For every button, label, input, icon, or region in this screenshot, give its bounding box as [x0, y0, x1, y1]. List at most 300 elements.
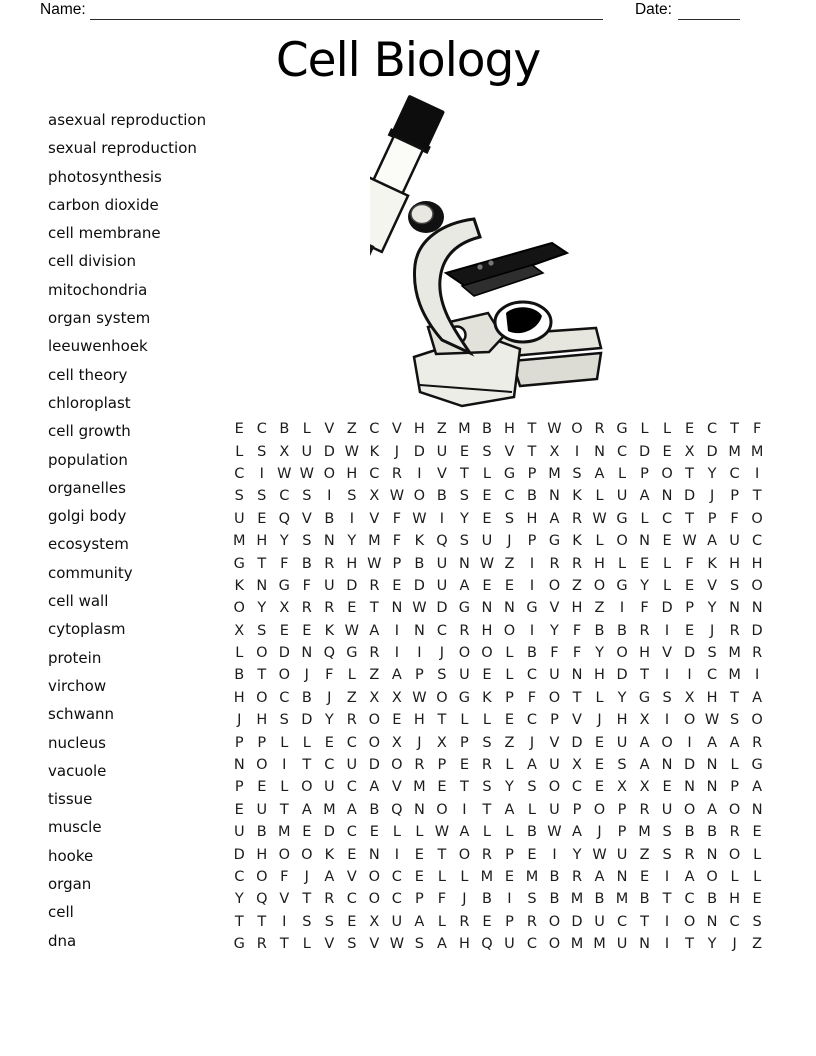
grid-letter: R: [459, 913, 470, 930]
word-list-item: cell growth: [48, 422, 131, 441]
grid-letter: E: [482, 488, 492, 505]
grid-letter: S: [257, 443, 267, 460]
grid-letter: W: [412, 510, 427, 527]
grid-letter: G: [278, 577, 290, 594]
grid-letter: Y: [550, 622, 559, 639]
grid-letter: U: [256, 801, 268, 818]
grid-letter: I: [462, 801, 467, 818]
grid-letter: T: [752, 488, 762, 505]
grid-letter: M: [615, 891, 629, 908]
word-list-item: organ system: [48, 309, 151, 328]
grid-letter: B: [256, 824, 267, 841]
grid-letter: W: [434, 824, 450, 841]
grid-letter: D: [413, 577, 425, 594]
grid-letter: R: [324, 891, 335, 908]
grid-letter: C: [436, 622, 447, 639]
grid-letter: V: [391, 421, 402, 438]
grid-letter: V: [279, 891, 290, 908]
grid-letter: F: [572, 622, 582, 639]
grid-letter: C: [616, 913, 628, 930]
grid-letter: S: [302, 488, 312, 505]
grid-letter: Y: [595, 645, 604, 662]
grid-letter: L: [460, 712, 469, 729]
grid-letter: R: [481, 846, 492, 863]
grid-letter: C: [504, 488, 515, 505]
grid-letter: J: [237, 712, 242, 729]
grid-letter: G: [638, 689, 651, 706]
grid-letter: G: [233, 555, 245, 572]
word-list-item: cell wall: [48, 592, 109, 611]
grid-letter: O: [301, 779, 313, 796]
grid-letter: R: [639, 801, 650, 818]
grid-letter: T: [685, 936, 694, 953]
word-list-item: carbon dioxide: [48, 195, 159, 214]
grid-letter: S: [482, 779, 492, 796]
grid-letter: O: [548, 913, 561, 930]
grid-letter: S: [482, 734, 492, 751]
grid-letter: C: [526, 667, 538, 684]
grid-letter: W: [547, 824, 562, 841]
grid-letter: E: [234, 801, 244, 818]
grid-letter: O: [436, 801, 448, 818]
grid-letter: B: [684, 824, 695, 841]
grid-letter: E: [662, 779, 672, 796]
grid-letter: H: [413, 712, 425, 729]
grid-letter: Q: [323, 645, 336, 662]
grid-letter: W: [389, 488, 405, 505]
grid-letter: H: [233, 689, 245, 706]
grid-letter: P: [505, 913, 514, 930]
grid-letter: A: [707, 734, 718, 751]
grid-letter: M: [323, 801, 336, 818]
grid-letter: S: [482, 443, 492, 460]
grid-letter: Y: [707, 936, 717, 953]
grid-letter: C: [256, 421, 267, 438]
grid-letter: O: [548, 577, 561, 594]
grid-letter: L: [280, 734, 289, 751]
grid-letter: K: [482, 689, 492, 706]
grid-letter: Z: [572, 577, 582, 594]
grid-letter: M: [368, 533, 381, 550]
grid-letter: H: [503, 421, 515, 438]
grid-letter: C: [729, 913, 740, 930]
grid-letter: L: [280, 779, 289, 796]
grid-letter: D: [346, 577, 358, 594]
grid-letter: L: [753, 846, 762, 863]
grid-letter: D: [638, 443, 651, 460]
grid-letter: M: [750, 443, 764, 460]
word-list-item: cell division: [48, 252, 136, 271]
grid-letter: E: [347, 913, 357, 930]
grid-letter: T: [302, 891, 312, 908]
grid-letter: S: [459, 488, 470, 505]
date-label: Date:: [634, 1, 672, 18]
grid-letter: R: [481, 757, 492, 774]
grid-letter: E: [482, 667, 492, 684]
grid-letter: N: [729, 600, 741, 617]
grid-letter: R: [729, 622, 740, 639]
grid-letter: U: [616, 488, 628, 505]
grid-letter: Z: [436, 421, 447, 438]
grid-letter: L: [663, 555, 672, 572]
grid-letter: Z: [639, 846, 650, 863]
grid-letter: Z: [346, 421, 357, 438]
grid-letter: E: [234, 421, 244, 438]
grid-letter: N: [458, 555, 470, 572]
grid-letter: W: [277, 465, 292, 482]
grid-letter: A: [346, 801, 357, 818]
grid-letter: T: [685, 465, 694, 482]
grid-letter: Z: [594, 600, 605, 617]
grid-letter: M: [728, 667, 741, 684]
grid-letter: Y: [640, 577, 649, 594]
grid-letter: C: [526, 712, 538, 729]
grid-letter: I: [349, 510, 354, 527]
grid-letter: J: [439, 645, 445, 662]
grid-letter: M: [480, 869, 494, 885]
grid-letter: A: [459, 824, 470, 841]
grid-letter: E: [639, 555, 650, 572]
grid-letter: R: [324, 600, 335, 617]
grid-letter: M: [638, 824, 651, 841]
grid-letter: J: [529, 734, 535, 751]
grid-letter: L: [302, 936, 311, 953]
grid-letter: A: [436, 936, 447, 953]
grid-letter: X: [684, 689, 695, 706]
grid-letter: L: [595, 689, 604, 706]
grid-letter: P: [505, 689, 514, 706]
word-list-item: sexual reproduction: [48, 139, 197, 158]
grid-letter: P: [572, 801, 582, 818]
grid-letter: E: [302, 824, 312, 841]
grid-letter: Y: [279, 533, 289, 550]
grid-letter: O: [751, 510, 763, 527]
grid-letter: W: [592, 510, 607, 527]
grid-letter: F: [392, 533, 402, 550]
grid-letter: B: [301, 555, 312, 572]
grid-letter: P: [505, 846, 514, 863]
grid-letter: I: [259, 465, 264, 482]
grid-letter: F: [437, 891, 447, 908]
grid-letter: U: [436, 443, 448, 460]
grid-letter: I: [507, 891, 512, 908]
grid-letter: Y: [707, 600, 717, 617]
grid-letter: T: [437, 846, 447, 863]
grid-letter: H: [639, 645, 650, 662]
grid-letter: I: [664, 936, 670, 953]
grid-letter: T: [369, 600, 379, 617]
word-list-item: muscle: [48, 818, 102, 837]
grid-letter: Y: [234, 891, 244, 908]
grid-letter: T: [685, 510, 694, 527]
grid-letter: S: [279, 712, 289, 729]
grid-letter: U: [346, 757, 358, 774]
grid-letter: C: [279, 689, 290, 706]
grid-letter: M: [570, 891, 584, 908]
grid-letter: O: [593, 801, 606, 818]
grid-letter: M: [278, 824, 291, 841]
grid-letter: P: [415, 667, 424, 684]
grid-letter: O: [256, 869, 268, 885]
grid-letter: I: [529, 622, 535, 639]
grid-letter: A: [707, 533, 718, 550]
grid-letter: O: [728, 846, 741, 863]
grid-letter: F: [302, 577, 311, 594]
grid-letter: H: [729, 555, 741, 572]
grid-letter: L: [505, 824, 514, 841]
grid-letter: O: [481, 645, 493, 662]
grid-letter: I: [529, 555, 535, 572]
grid-letter: M: [548, 465, 561, 482]
grid-letter: M: [413, 779, 426, 796]
grid-letter: D: [233, 846, 245, 863]
grid-letter: A: [729, 734, 740, 751]
word-list-item: schwann: [48, 705, 115, 724]
grid-letter: I: [394, 622, 399, 639]
grid-letter: S: [257, 488, 267, 505]
grid-letter: U: [729, 533, 740, 550]
grid-letter: D: [661, 600, 673, 617]
grid-letter: R: [459, 622, 470, 639]
grid-letter: L: [640, 510, 649, 527]
grid-letter: E: [662, 533, 672, 550]
grid-letter: D: [301, 712, 313, 729]
grid-letter: E: [414, 869, 424, 885]
grid-letter: L: [730, 757, 739, 774]
grid-letter: E: [482, 510, 492, 527]
grid-letter: S: [257, 622, 267, 639]
grid-letter: B: [594, 891, 605, 908]
grid-letter: X: [279, 443, 290, 460]
grid-letter: T: [279, 936, 289, 953]
grid-letter: Z: [504, 555, 515, 572]
grid-letter: U: [616, 734, 628, 751]
grid-letter: R: [346, 712, 357, 729]
grid-letter: R: [729, 824, 740, 841]
grid-letter: A: [639, 757, 650, 774]
grid-letter: N: [413, 622, 425, 639]
grid-letter: Q: [481, 936, 493, 953]
grid-letter: V: [707, 577, 718, 594]
grid-letter: E: [437, 779, 447, 796]
grid-letter: H: [706, 689, 718, 706]
grid-letter: N: [413, 801, 425, 818]
grid-letter: J: [417, 734, 422, 751]
grid-letter: K: [707, 555, 717, 572]
grid-letter: B: [324, 510, 335, 527]
grid-letter: P: [437, 757, 447, 774]
grid-letter: E: [594, 757, 605, 774]
grid-letter: E: [324, 734, 334, 751]
grid-letter: U: [504, 936, 515, 953]
grid-letter: H: [256, 712, 268, 729]
grid-letter: U: [616, 846, 628, 863]
word-list-item: cell theory: [48, 365, 128, 384]
grid-letter: C: [346, 779, 357, 796]
grid-letter: I: [619, 600, 625, 617]
grid-letter: W: [344, 443, 359, 460]
grid-letter: X: [639, 712, 650, 729]
grid-letter: V: [324, 936, 335, 953]
grid-letter: Q: [256, 891, 268, 908]
grid-letter: A: [301, 801, 312, 818]
grid-letter: Y: [707, 465, 717, 482]
grid-letter: O: [458, 645, 471, 662]
grid-letter: H: [346, 555, 358, 572]
grid-letter: C: [526, 936, 538, 953]
grid-letter: W: [299, 465, 314, 482]
grid-letter: R: [571, 555, 583, 572]
grid-letter: R: [414, 757, 425, 774]
grid-letter: E: [459, 757, 469, 774]
grid-letter: O: [751, 577, 763, 594]
grid-letter: D: [683, 488, 696, 505]
grid-letter: L: [617, 555, 627, 572]
grid-letter: A: [527, 757, 537, 774]
grid-letter: D: [751, 622, 763, 639]
word-list-item: cell: [48, 903, 74, 922]
grid-letter: K: [324, 846, 335, 863]
grid-letter: A: [459, 577, 470, 594]
grid-letter: U: [594, 913, 605, 930]
grid-letter: C: [324, 757, 335, 774]
grid-letter: J: [709, 488, 715, 505]
grid-letter: K: [572, 488, 582, 505]
grid-letter: F: [280, 869, 289, 885]
grid-letter: T: [257, 667, 267, 684]
grid-letter: M: [458, 421, 471, 438]
grid-letter: U: [549, 667, 560, 684]
grid-letter: E: [302, 622, 312, 639]
word-list-item: leeuwenhoek: [48, 337, 148, 356]
grid-letter: C: [616, 443, 628, 460]
grid-letter: O: [503, 622, 516, 639]
grid-letter: I: [754, 465, 760, 482]
grid-letter: N: [706, 757, 718, 774]
grid-letter: X: [369, 689, 380, 706]
grid-letter: A: [707, 801, 718, 818]
grid-letter: P: [527, 465, 537, 482]
page-title: Cell Biology: [275, 33, 541, 88]
grid-letter: N: [706, 779, 718, 796]
grid-letter: X: [617, 779, 627, 796]
grid-letter: I: [417, 645, 422, 662]
grid-letter: P: [617, 801, 627, 818]
grid-letter: B: [549, 869, 560, 885]
grid-letter: M: [728, 443, 741, 460]
grid-letter: C: [234, 869, 245, 885]
grid-letter: S: [234, 488, 244, 505]
grid-letter: N: [301, 645, 313, 662]
grid-letter: D: [323, 824, 335, 841]
grid-letter: U: [436, 577, 448, 594]
grid-letter: E: [684, 622, 695, 639]
grid-letter: E: [504, 577, 515, 594]
grid-letter: B: [549, 891, 560, 908]
grid-letter: B: [481, 891, 492, 908]
grid-letter: Q: [278, 510, 290, 527]
grid-letter: O: [256, 645, 268, 662]
grid-letter: J: [304, 869, 309, 885]
grid-letter: S: [752, 913, 762, 930]
grid-letter: G: [616, 421, 628, 438]
grid-letter: W: [479, 555, 495, 572]
grid-letter: I: [664, 869, 670, 885]
grid-letter: J: [732, 936, 737, 953]
grid-letter: C: [391, 891, 402, 908]
grid-letter: N: [504, 600, 515, 617]
grid-letter: F: [752, 421, 762, 438]
grid-letter: W: [412, 600, 427, 617]
grid-letter: S: [662, 689, 672, 706]
grid-letter: S: [662, 824, 672, 841]
grid-letter: J: [327, 689, 332, 706]
grid-letter: O: [593, 577, 606, 594]
grid-letter: E: [752, 891, 762, 908]
grid-letter: Z: [752, 936, 763, 953]
grid-letter: B: [436, 488, 447, 505]
grid-letter: F: [685, 555, 694, 572]
word-list-item: photosynthesis: [48, 167, 162, 186]
grid-letter: L: [392, 824, 401, 841]
grid-letter: A: [414, 913, 425, 930]
grid-letter: T: [459, 465, 469, 482]
grid-letter: E: [594, 734, 605, 751]
grid-letter: O: [616, 533, 628, 550]
grid-letter: X: [572, 757, 582, 774]
grid-letter: R: [369, 577, 380, 594]
grid-letter: D: [278, 645, 290, 662]
grid-letter: P: [527, 533, 537, 550]
grid-letter: B: [301, 689, 312, 706]
grid-letter: X: [549, 443, 560, 460]
grid-letter: A: [684, 869, 695, 885]
grid-letter: R: [684, 846, 695, 863]
grid-letter: T: [437, 712, 447, 729]
grid-letter: O: [706, 869, 718, 885]
grid-letter: R: [324, 555, 335, 572]
grid-letter: O: [728, 801, 741, 818]
grid-letter: M: [525, 869, 539, 885]
grid-letter: D: [571, 734, 583, 751]
grid-letter: O: [683, 913, 696, 930]
grid-letter: U: [301, 443, 313, 460]
grid-letter: P: [234, 779, 244, 796]
grid-letter: X: [369, 488, 380, 505]
grid-letter: S: [729, 577, 740, 594]
grid-letter: W: [592, 846, 607, 863]
grid-letter: I: [687, 667, 692, 684]
grid-letter: T: [482, 801, 492, 818]
grid-letter: P: [415, 891, 424, 908]
grid-letter: V: [662, 645, 673, 662]
grid-letter: D: [323, 443, 335, 460]
grid-letter: Q: [436, 533, 448, 550]
grid-letter: X: [391, 734, 402, 751]
grid-letter: N: [368, 846, 380, 863]
header-row: [40, 1, 740, 20]
grid-letter: C: [707, 421, 718, 438]
grid-letter: L: [302, 734, 311, 751]
grid-letter: A: [594, 869, 605, 885]
grid-letter: I: [754, 667, 760, 684]
grid-letter: T: [527, 443, 537, 460]
grid-letter: T: [640, 667, 649, 684]
grid-letter: O: [256, 757, 268, 774]
grid-letter: S: [504, 510, 515, 527]
grid-letter: H: [256, 846, 268, 863]
grid-letter: L: [595, 488, 604, 505]
